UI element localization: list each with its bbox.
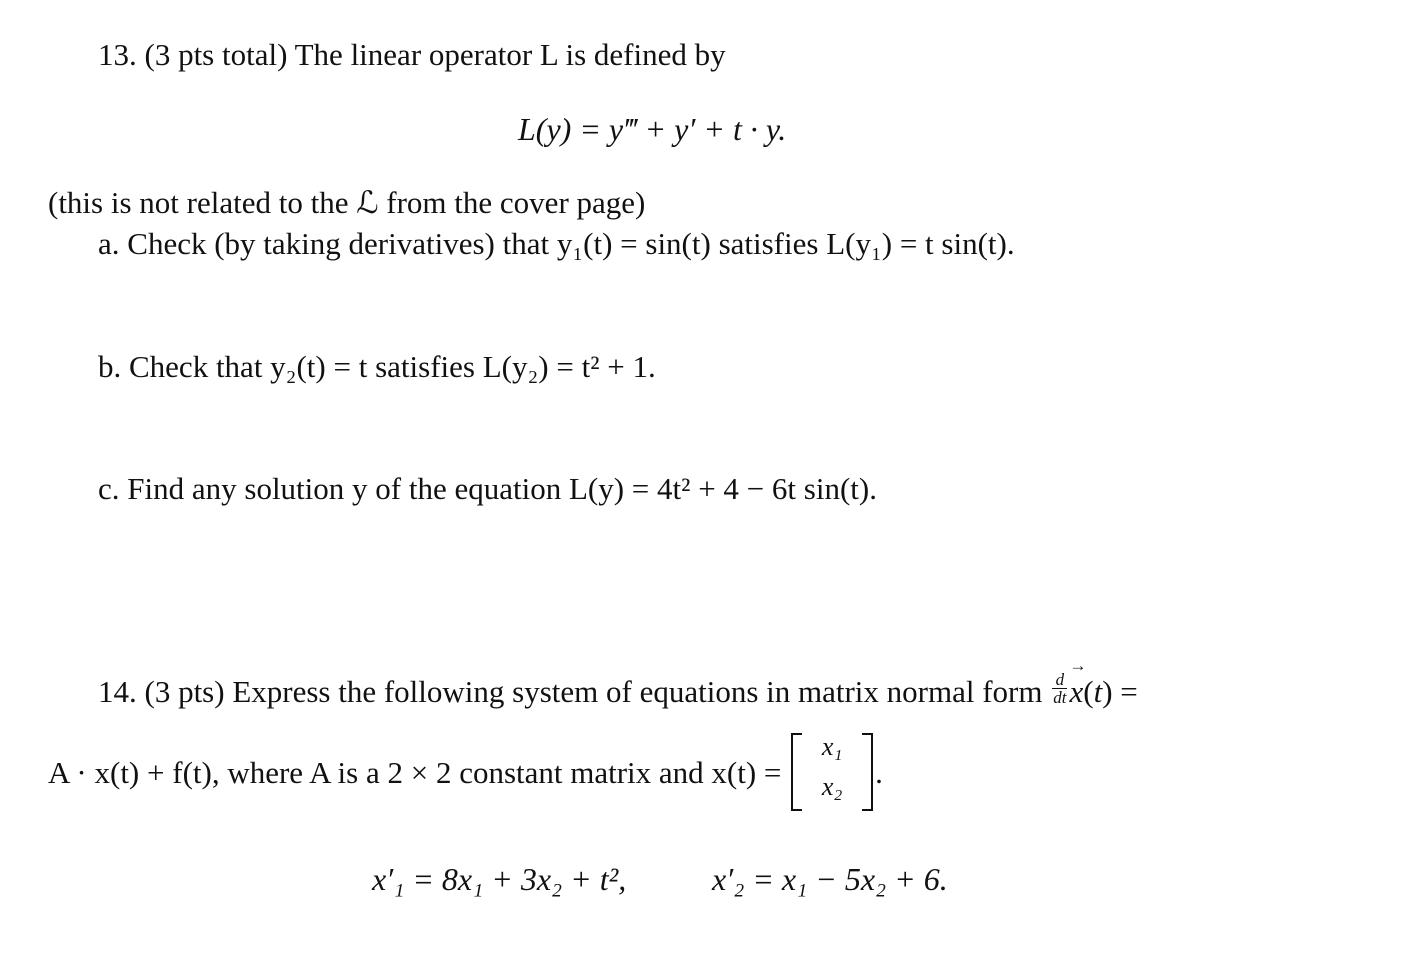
q13-part-b [98,348,656,385]
q14-number: 14. [98,674,137,709]
part-b-label: b. [98,349,122,384]
q14-line2: A · x(t) + f(t), where A is a 2 × 2 constant matrix and x(t) = x₁ x₂ . [48,737,883,815]
part-a-text: Check (by taking derivatives) that y₁(t) = sin(t) satisfies L(y₁) = t sin(t). [127,226,1015,261]
matrix-entry-2: x₂ [821,772,843,801]
part-c-label: c. [98,471,120,506]
q13-number: 13. [98,37,137,72]
vector-x-matrix [789,733,875,811]
q14-equation-1: x′₁ = 8x₁ + 3x₂ + t², [372,861,627,897]
q13-intro: The linear operator L is defined by [294,37,726,72]
q13-heading [98,36,726,73]
q14-points: (3 pts) [144,674,225,709]
q13-part-a [98,225,1015,262]
part-c-text: Find any solution y of the equation L(y) = 4t² + 4 − 6t sin(t). [127,471,877,506]
matrix-entry-1: x₁ [821,732,843,761]
q14-heading: 14. (3 pts) Express the following system of equations in matrix normal form $\frac{d}{dt}$ → x(t) = [98,673,1138,712]
q13-note: (this is not related to the ℒ from the cover page) [48,185,646,220]
q14-line2-text: A · x(t) + f(t), where A is a 2 × 2 constant matrix and x(t) = [48,755,782,791]
q14-intro: Express the following system of equations in matrix normal form [232,674,1043,709]
q13-definition: L(y) = y‴ + y′ + t · y. [518,111,787,147]
part-a-label: a. [98,226,120,261]
derivative-operator: $\frac{d}{dt}$ [1053,670,1067,708]
right-bracket [862,733,873,811]
part-b-text: Check that y₂(t) = t satisfies L(y₂) = t² + 1. [129,349,656,384]
q13-part-c [98,470,877,507]
q14-equation-2: x′₂ = x₁ − 5x₂ + 6. [712,861,948,897]
q13-points: (3 pts total) [144,37,288,72]
